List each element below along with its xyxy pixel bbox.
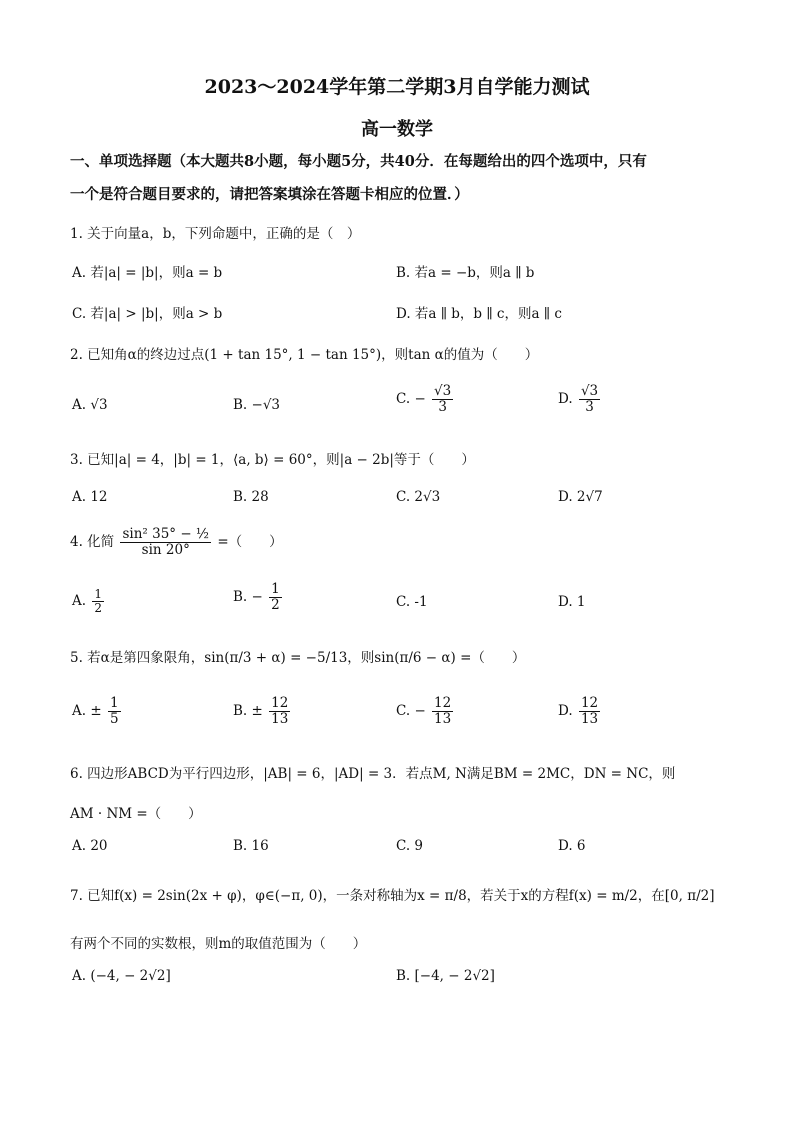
q4-denominator: sin 20° (141, 541, 190, 558)
q4-numerator: sin² 35° − ½ (122, 526, 210, 542)
q3-option-b: B. 28 (233, 489, 269, 505)
q6-stem: 6. 四边形ABCD为平行四边形，|AB| = 6，|AD| = 3．若点M, N满足BM = 2MC，DN = NC，则 (70, 766, 676, 782)
q4-option-b (233, 582, 284, 613)
q5-option-d-label: D. (558, 702, 573, 719)
q4-stem (70, 527, 283, 558)
q5-option-c-denominator: 13 (434, 710, 452, 727)
q4-option-b-denominator: 2 (271, 596, 280, 613)
q5-option-c-sign: − (414, 702, 426, 719)
q2-option-d (558, 384, 602, 415)
q4-suffix: =（ ） (217, 533, 283, 550)
q4-option-b-sign: − (251, 588, 263, 605)
q2-stem: 2. 已知角α的终边过点(1 + tan 15°, 1 − tan 15°)，则tan α的值为（ ） (70, 347, 539, 363)
q5-option-d-numerator: 12 (580, 695, 599, 711)
exam-subtitle: 高一数学 (361, 119, 433, 140)
q2-option-b-value: −√3 (251, 397, 281, 413)
q5-stem: 5. 若α是第四象限角，sin(π/3 + α) = −5/13，则sin(π/6 − α) =（ ） (70, 650, 526, 666)
q5-option-a (72, 696, 123, 727)
q5-option-c-label: C. (396, 702, 411, 719)
q7-option-a: A. (−4, − 2√2] (72, 968, 171, 984)
q5-option-a-numerator: 1 (109, 695, 119, 711)
q2-option-c-label: C. (396, 390, 411, 407)
q1-option-d: D. 若a ∥ b，b ∥ c，则a ∥ c (396, 306, 562, 322)
q2-option-b-label: B. (233, 397, 248, 413)
q3-stem: 3. 已知|a| = 4，|b| = 1，⟨a, b⟩ = 60°，则|a − 2b|等于（ ） (70, 452, 475, 468)
q5-option-b-sign: ± (251, 702, 263, 719)
q1-option-c: C. 若|a| > |b|，则a > b (72, 306, 223, 322)
q1-option-b: B. 若a = −b，则a ∥ b (396, 265, 535, 281)
section-heading-line2: 一个是符合题目要求的，请把答案填涂在答题卡相应的位置．） (70, 186, 469, 203)
q4-option-a-denominator: 2 (94, 601, 102, 616)
section-heading-line1: 一、单项选择题（本大题共8小题，每小题5分，共40分．在每题给出的四个选项中，只有 (70, 153, 647, 170)
q1-stem: 1. 关于向量a，b，下列命题中，正确的是（ ） (70, 226, 361, 242)
q5-option-a-label: A. (72, 702, 87, 719)
q4-option-a-label: A. (72, 593, 87, 610)
q4-option-a (72, 588, 106, 615)
q5-option-a-denominator: 5 (109, 710, 119, 727)
q2-option-b (233, 397, 280, 413)
q5-option-b-numerator: 12 (271, 695, 289, 711)
q5-option-c-numerator: 12 (434, 695, 452, 711)
q4-prefix: 4. 化简 (70, 533, 115, 550)
q2-option-c (396, 384, 455, 415)
q4-option-b-numerator: 1 (271, 581, 280, 597)
q5-option-b-label: B. (233, 702, 248, 719)
q5-option-a-sign: ± (90, 702, 102, 719)
q2-option-d-numerator: √3 (580, 383, 599, 399)
q6-stem-continued: AM · NM =（ ） (70, 806, 202, 822)
q2-option-c-numerator: √3 (434, 383, 452, 399)
q2-option-a-value: √3 (90, 397, 108, 413)
q3-option-d: D. 2√7 (558, 489, 603, 505)
q2-option-c-denominator: 3 (438, 398, 447, 415)
q5-option-b-denominator: 13 (271, 710, 289, 727)
q4-option-c: C. -1 (396, 594, 428, 610)
q1-option-a: A. 若|a| = |b|，则a = b (72, 265, 223, 281)
q6-option-d: D. 6 (558, 838, 586, 854)
q4-option-b-label: B. (233, 588, 248, 605)
q5-option-d (558, 696, 602, 727)
q2-option-d-denominator: 3 (585, 398, 594, 415)
q4-option-d: D. 1 (558, 594, 586, 610)
q3-option-c: C. 2√3 (396, 489, 441, 505)
q3-option-a: A. 12 (72, 489, 108, 505)
q5-option-d-denominator: 13 (580, 710, 599, 727)
q4-option-a-numerator: 1 (94, 587, 102, 601)
q6-option-c: C. 9 (396, 838, 424, 854)
q7-stem: 7. 已知f(x) = 2sin(2x + φ)，φ∈(−π, 0)，一条对称轴为x = π/8，若关于x的方程f(x) = m/2，在[0, π/2] (70, 888, 715, 904)
q6-option-a: A. 20 (72, 838, 108, 854)
q5-option-c (396, 696, 455, 727)
q6-option-b: B. 16 (233, 838, 269, 854)
q2-option-c-sign: − (414, 390, 426, 407)
q5-option-b (233, 696, 292, 727)
q7-option-b: B. [−4, − 2√2] (396, 968, 495, 984)
q2-option-a-label: A. (72, 397, 87, 413)
exam-title: 2023～2024学年第二学期3月自学能力测试 (204, 76, 590, 98)
q7-stem-continued: 有两个不同的实数根，则m的取值范围为（ ） (70, 936, 367, 952)
q2-option-d-label: D. (558, 390, 573, 407)
q2-option-a (72, 397, 108, 413)
